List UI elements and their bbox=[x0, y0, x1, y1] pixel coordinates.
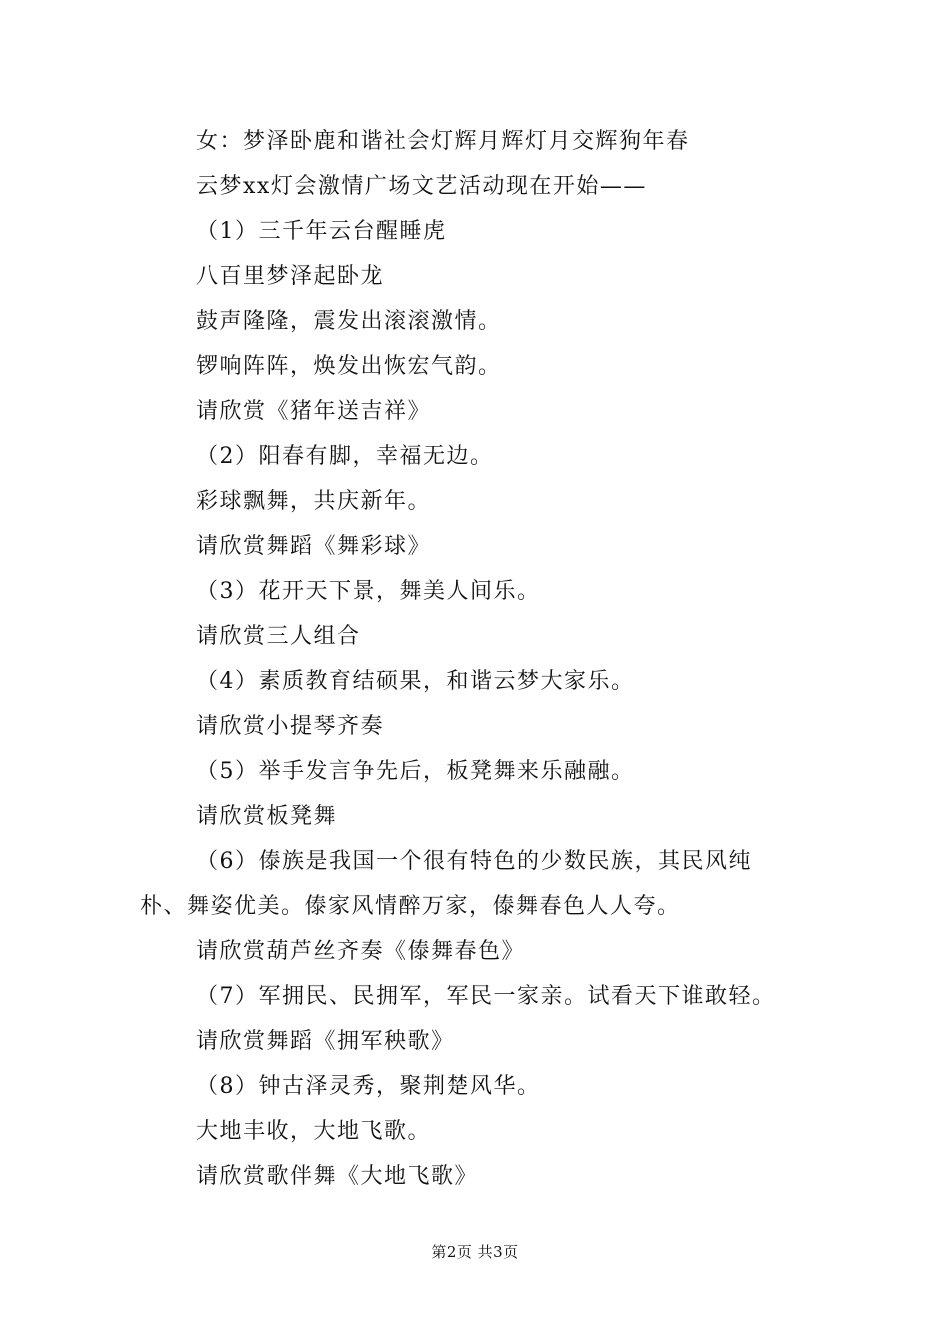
text-line: 女：梦泽卧鹿和谐社会灯辉月辉灯月交辉狗年春 bbox=[196, 129, 690, 154]
text-line: 请欣赏板凳舞 bbox=[196, 804, 338, 829]
text-line: 锣响阵阵，焕发出恢宏气韵。 bbox=[196, 354, 502, 379]
text-line: 请欣赏小提琴齐奏 bbox=[196, 714, 385, 739]
text-line: 请欣赏三人组合 bbox=[196, 624, 361, 649]
text-line: 云梦xx灯会激情广场文艺活动现在开始—— bbox=[196, 174, 647, 199]
text-line: （4）素质教育结硕果，和谐云梦大家乐。 bbox=[196, 669, 635, 694]
text-line: （6）傣族是我国一个很有特色的少数民族，其民风纯 bbox=[196, 849, 752, 874]
text-line: 请欣赏歌伴舞《大地飞歌》 bbox=[196, 1164, 479, 1189]
page-number-footer: 第2页 共3页 bbox=[431, 1243, 519, 1261]
text-line: （8）钟古泽灵秀，聚荆楚风华。 bbox=[196, 1074, 541, 1099]
text-line: 请欣赏舞蹈《舞彩球》 bbox=[196, 534, 432, 559]
text-line: 八百里梦泽起卧龙 bbox=[196, 264, 385, 289]
text-line: 请欣赏葫芦丝齐奏《傣舞春色》 bbox=[196, 939, 526, 964]
text-line: 朴、舞姿优美。傣家风情醉万家，傣舞春色人人夸。 bbox=[140, 894, 681, 919]
text-line: 请欣赏舞蹈《拥军秧歌》 bbox=[196, 1029, 455, 1054]
text-line: 彩球飘舞，共庆新年。 bbox=[196, 489, 432, 514]
text-line: （3）花开天下景，舞美人间乐。 bbox=[196, 579, 541, 604]
text-line: （1）三千年云台醒睡虎 bbox=[196, 219, 447, 244]
text-line: 请欣赏《猪年送吉祥》 bbox=[196, 399, 432, 424]
text-line: （5）举手发言争先后，板凳舞来乐融融。 bbox=[196, 759, 635, 784]
text-line: （7）军拥民、民拥军，军民一家亲。试看天下谁敢轻。 bbox=[196, 984, 776, 1009]
text-line: 大地丰收，大地飞歌。 bbox=[196, 1119, 432, 1144]
text-line: 鼓声隆隆，震发出滚滚激情。 bbox=[196, 309, 502, 334]
text-line: （2）阳春有脚，幸福无边。 bbox=[196, 444, 494, 469]
